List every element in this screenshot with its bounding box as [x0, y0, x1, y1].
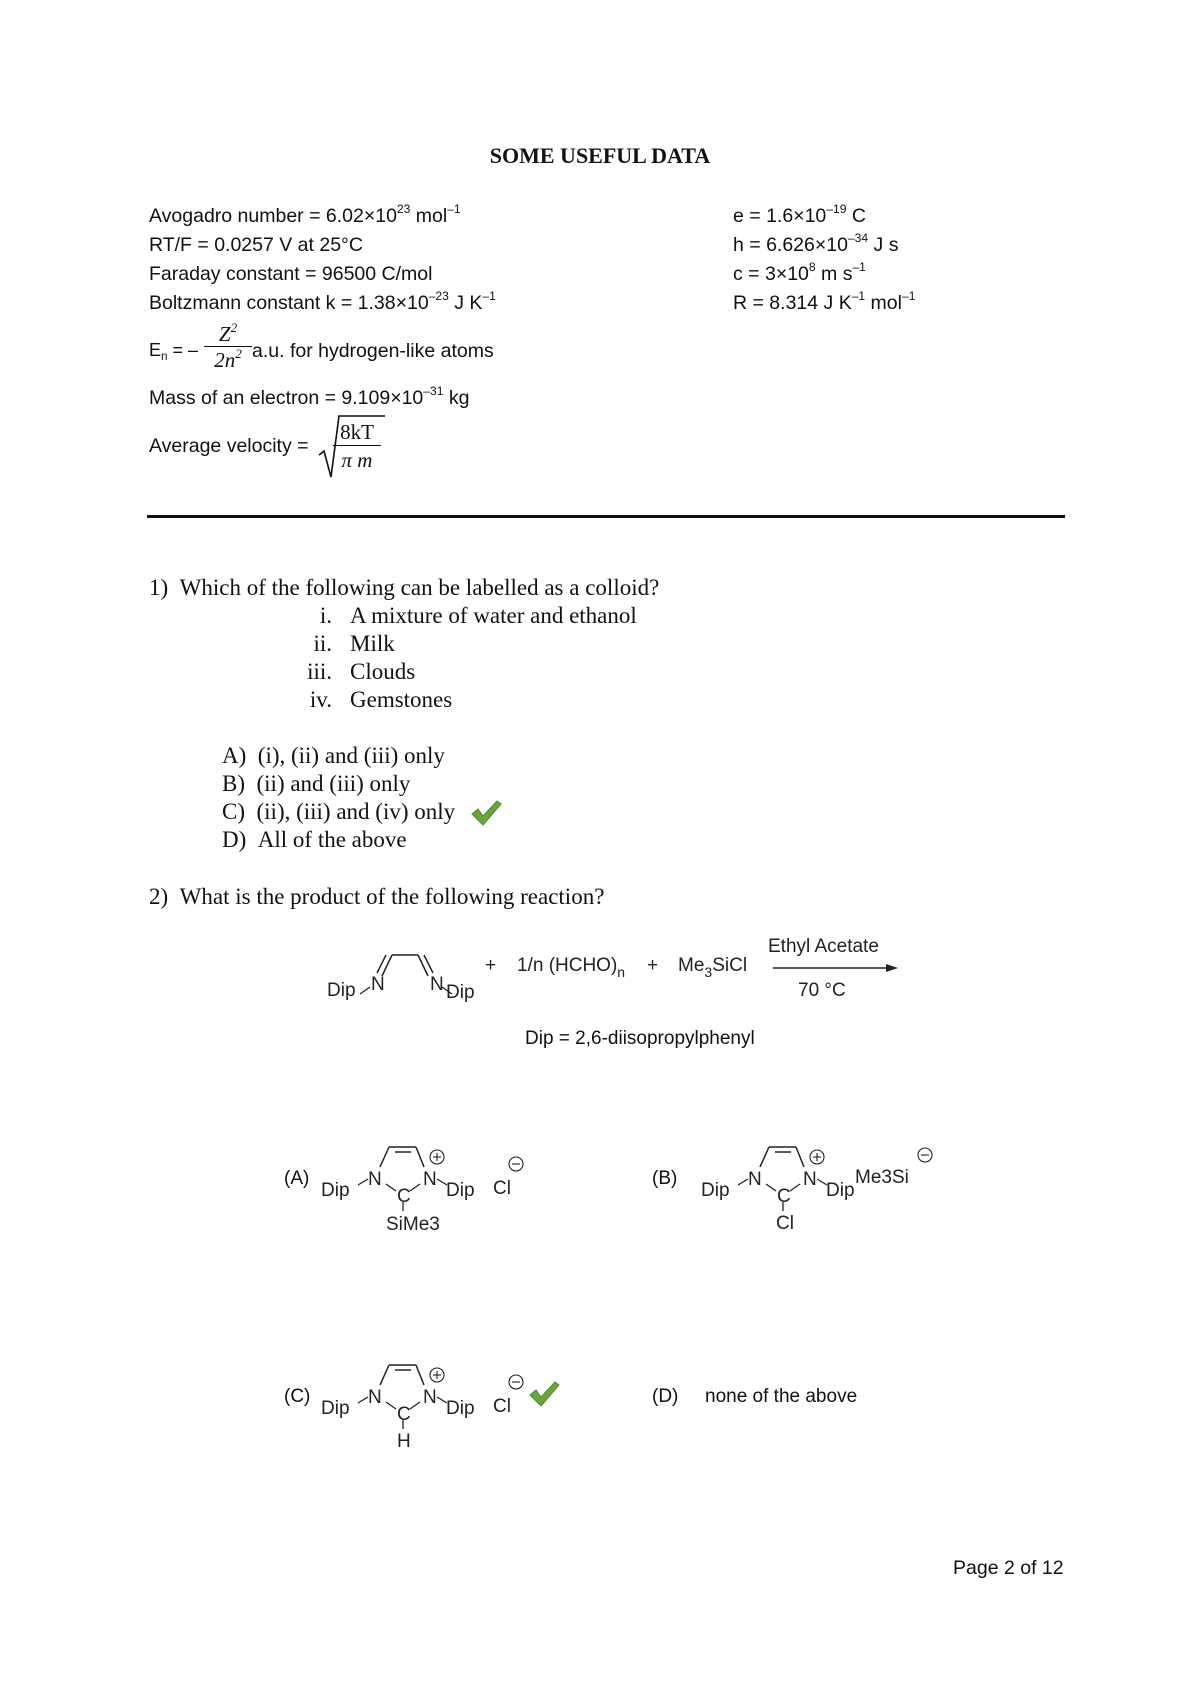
rtf-line: RT/F = 0.0257 V at 25°C: [149, 234, 363, 256]
q1-item-num: iii.: [307, 659, 332, 684]
carbon-atom: C: [777, 1186, 791, 1207]
condition-solvent: Ethyl Acetate: [768, 936, 879, 957]
check-icon: [528, 1380, 560, 1408]
section-divider: [147, 515, 1065, 518]
q1-item-text: Gemstones: [350, 687, 453, 712]
formaldehyde-reagent: 1/n $(HCHO)_n$: [517, 955, 626, 980]
q1-item-text: A mixture of water and ethanol: [350, 603, 637, 628]
reactant-dip-right: Dip: [446, 982, 475, 1003]
carbon-atom: C: [397, 1186, 411, 1207]
silyl-reagent: $Me_3SiCl$: [678, 955, 748, 980]
q1-option-d: D) All of the above: [222, 827, 407, 852]
energy-prefix: $E_n$ = –: [149, 340, 199, 364]
q2-option-c-label: (C): [284, 1386, 311, 1407]
q2-option-b-label: (B): [652, 1168, 678, 1189]
q1-item-num: i.: [319, 603, 332, 628]
reaction-scheme: [320, 935, 900, 1010]
q2-option-a-label: (A): [284, 1168, 310, 1189]
nitrogen-atom: N: [748, 1169, 762, 1190]
q2-option-d-text: none of the above: [705, 1386, 858, 1407]
page-title: SOME USEFUL DATA: [489, 143, 711, 168]
q2-option-b-structure: [700, 1140, 940, 1235]
dip-definition: Dip = 2,6-diisopropylphenyl: [525, 1028, 755, 1049]
q1-option-a: A) (i), (ii) and (iii) only: [222, 743, 445, 768]
plus-sign: +: [485, 955, 497, 976]
chloride-anion: Cl: [493, 1396, 511, 1417]
question-2: 2) What is the product of the following reaction?: [149, 884, 605, 909]
nitrogen-atom: N: [423, 1169, 437, 1190]
energy-suffix: a.u. for hydrogen-like atoms: [252, 340, 494, 362]
avg-velocity-denominator: π m: [341, 448, 373, 472]
gas-constant-line: R = 8.314 J $K^{-1}$ mol$^{-1}$: [733, 289, 916, 314]
avogadro-line: Avogadro number = $6.02\times 10^{23}$ mol$^{-1}$: [149, 202, 461, 227]
avg-velocity-label: Average velocity =: [149, 435, 309, 457]
condition-temperature: 70 °C: [798, 980, 846, 1001]
charge-line: $e = 1.6\times 10^{-19}$ C: [733, 202, 866, 227]
nitrogen-atom: N: [368, 1387, 382, 1408]
trimethylsilyl-anion: Me3Si: [855, 1167, 909, 1188]
q2-option-c-structure: [320, 1358, 540, 1453]
q2-option-a-structure: [320, 1140, 540, 1235]
light-line: $c = 3\times 10^8$ m $s^{-1}$: [733, 260, 866, 285]
nitrogen-atom: N: [368, 1169, 382, 1190]
dip-group: Dip: [321, 1398, 350, 1419]
boltzmann-line: Boltzmann constant $k = 1.38\times 10^{-23}$ J $K^{-1}$: [149, 289, 496, 314]
nitrogen-atom: N: [803, 1169, 817, 1190]
dip-group: Dip: [701, 1180, 730, 1201]
q2-option-d-label: (D): [652, 1386, 679, 1407]
dip-group: Dip: [446, 1398, 475, 1419]
avg-velocity-fraction: [333, 419, 381, 474]
q1-item-text: Clouds: [350, 659, 416, 684]
electron-mass-line: Mass of an electron = $9.109\times 10^{-31}$ kg: [149, 384, 470, 409]
dip-group: Dip: [446, 1180, 475, 1201]
q1-option-c: C) (ii), (iii) and (iv) only: [222, 799, 456, 824]
check-icon: [470, 799, 502, 827]
planck-line: $h = 6.626\times 10^{-34}$ J s: [733, 231, 899, 256]
reactant-dip-left: Dip: [327, 980, 356, 1001]
substituent-chlorine: Cl: [776, 1213, 794, 1234]
carbon-atom: C: [397, 1404, 411, 1425]
chloride-anion: Cl: [493, 1178, 511, 1199]
reactant-n-right: N: [430, 974, 444, 995]
reactant-n-left: N: [371, 974, 385, 995]
q1-item-num: iv.: [309, 687, 332, 712]
dip-group: Dip: [826, 1180, 855, 1201]
substituent-sime3: SiMe3: [386, 1214, 440, 1235]
q1-option-b: B) (ii) and (iii) only: [222, 771, 411, 796]
question-1: 1) Which of the following can be labelled as a colloid?: [149, 575, 660, 600]
dip-group: Dip: [321, 1180, 350, 1201]
substituent-hydrogen: H: [397, 1431, 411, 1452]
plus-sign: +: [647, 955, 659, 976]
avg-velocity-numerator: 8kT: [333, 419, 381, 446]
faraday-line: Faraday constant = 96500 C/mol: [149, 263, 433, 285]
q1-item-text: Milk: [350, 631, 395, 656]
q1-item-num: ii.: [313, 631, 332, 656]
energy-fraction: $\frac{Z^2}{2n^2}$: [204, 322, 252, 373]
nitrogen-atom: N: [423, 1387, 437, 1408]
page-number: Page 2 of 12: [953, 1557, 1064, 1579]
